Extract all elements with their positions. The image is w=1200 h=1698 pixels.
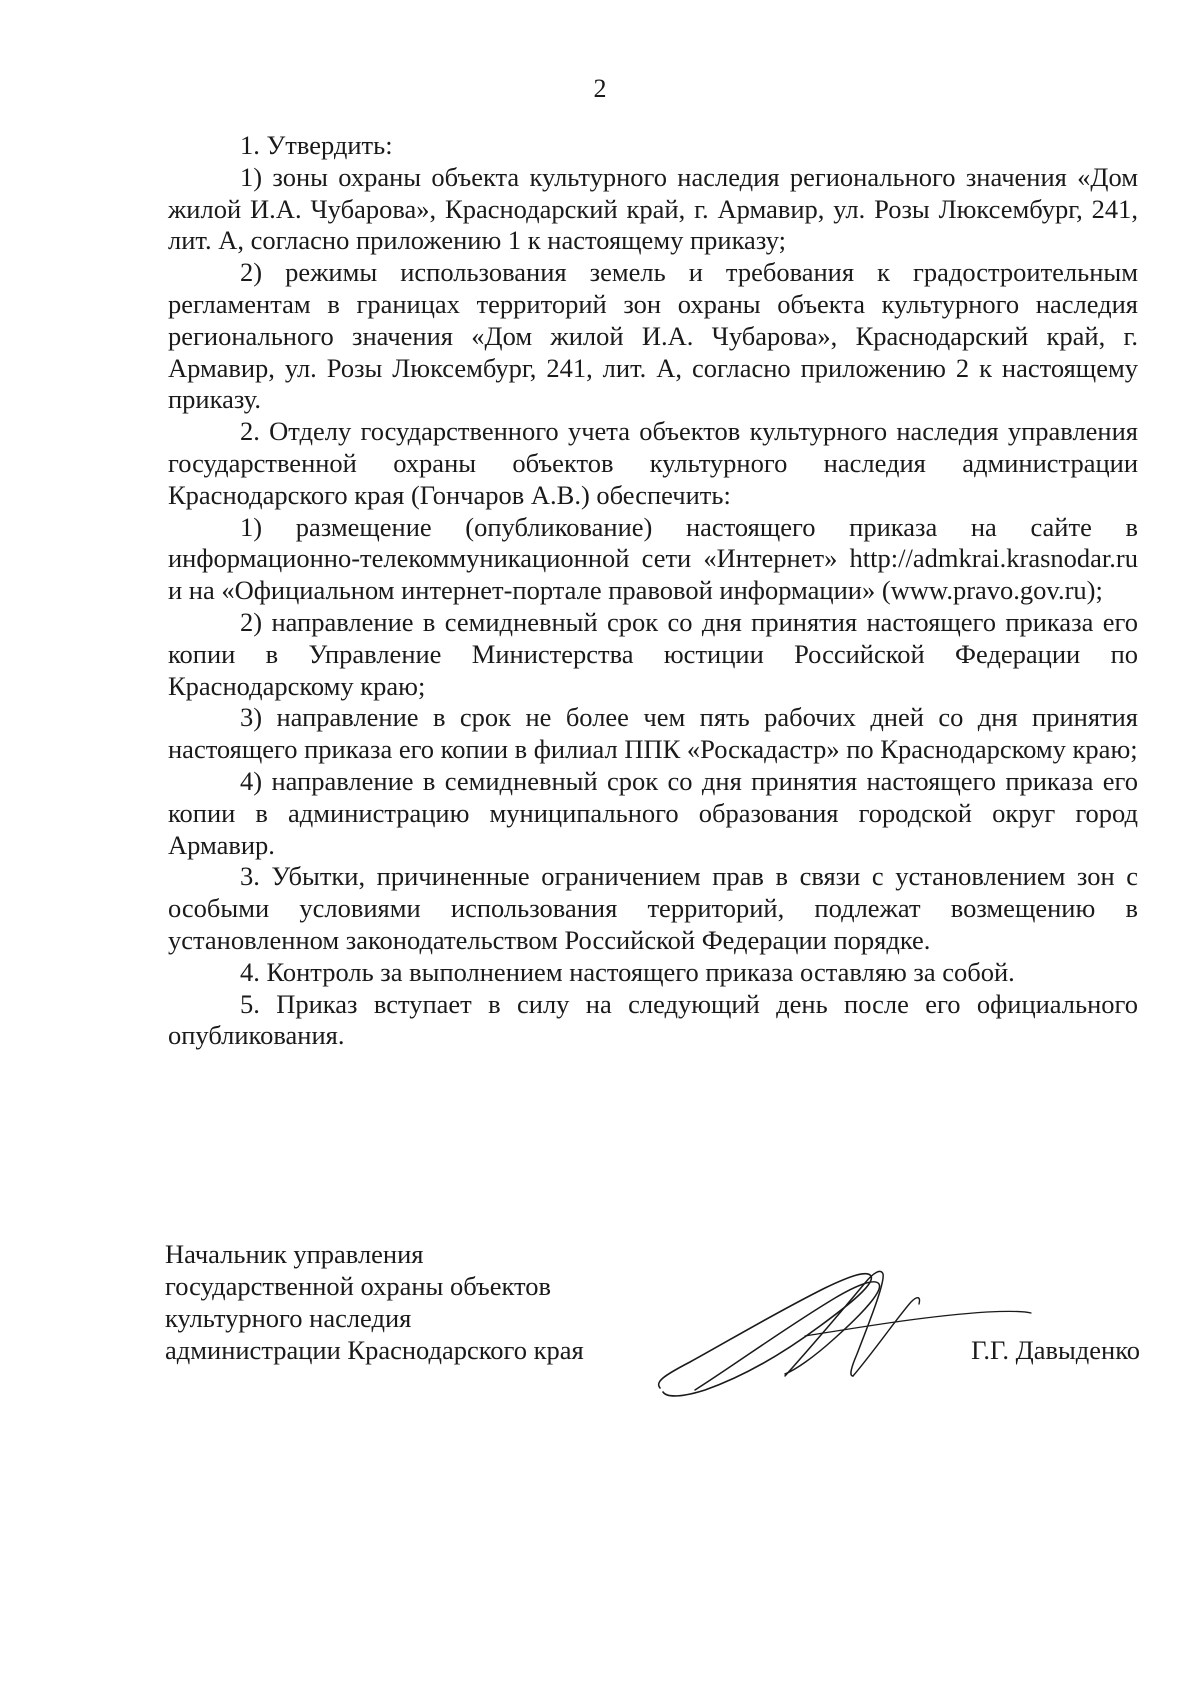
signature-drawing (635, 1258, 1035, 1398)
paragraph-ensure-item-4: 4) направление в семидневный срок со дня принятия настоящего приказа его копии в администрацию муниципального образования городской округ город Армавир. (168, 765, 1138, 860)
paragraph-ensure-item-3: 3) направление в срок не более чем пять рабочих дней со дня принятия настоящего приказа его копии в филиал ППК «Роскадастр» по Краснодарскому краю; (168, 702, 1138, 765)
paragraph-approve-item-1: 1) зоны охраны объекта культурного наследия регионального значения «Дом жилой И.А. Чубарова», Краснодарский край, г. Армавир, ул. Розы Люксембург, 241, лит. А, согласно приложению 1 к настоящему приказу; (168, 161, 1138, 256)
signer-name: Г.Г. Давыденко (971, 1335, 1140, 1365)
paragraph-losses: 3. Убытки, причиненные ограничением прав в связи с установлением зон с особыми условиями использования территорий, подлежат возмещению в установленном законодательством Российской Федерации порядке. (168, 861, 1138, 955)
signer-position-line: администрации Краснодарского края (165, 1335, 584, 1365)
paragraph-ensure-item-1: 1) размещение (опубликование) настоящего приказа на сайте в информационно-телекоммуникационной сети «Интернет» http://admkrai.krasnodar.ru и на «Официальном интернет-портале правовой информации» (www.pravo.gov.ru); (168, 511, 1138, 606)
page-number: 2 (593, 74, 607, 103)
paragraph-approve-item-2: 2) режимы использования земель и требования к градостроительным регламентам в границах территорий зон охраны объекта культурного наследия регионального значения «Дом жилой И.А. Чубарова», Краснодарский край, г. Армавир, ул. Розы Люксембург, 241, лит. А, согласно приложению 2 к настоящему приказу. (168, 257, 1138, 415)
signer-position-line: государственной охраны объектов (165, 1271, 552, 1301)
paragraph-control: 4. Контроль за выполнением настоящего приказа оставляю за собой. (240, 956, 1015, 987)
signature-stroke-upstroke (785, 1271, 883, 1376)
handwritten-signature (635, 1258, 1035, 1398)
signer-position-line: культурного наследия (165, 1303, 412, 1333)
paragraph-entry-into-force: 5. Приказ вступает в силу на следующий день после его официального опубликования. (168, 988, 1138, 1051)
paragraph-ensure-item-2: 2) направление в семидневный срок со дня принятия настоящего приказа его копии в Управление Министерства юстиции Российской Федерации по Краснодарскому краю; (168, 606, 1138, 701)
signature-block (165, 1238, 1140, 1428)
signer-position (165, 1238, 584, 1366)
signer-position-line: Начальник управления (165, 1239, 424, 1269)
paragraph-approve: 1. Утвердить: (240, 130, 393, 160)
order-body (168, 130, 1138, 1052)
paragraph-department-ensure: 2. Отделу государственного учета объектов культурного наследия управления государственной охраны объектов культурного наследия администрации Краснодарского края (Гончаров А.В.) обеспечить: (168, 416, 1138, 510)
